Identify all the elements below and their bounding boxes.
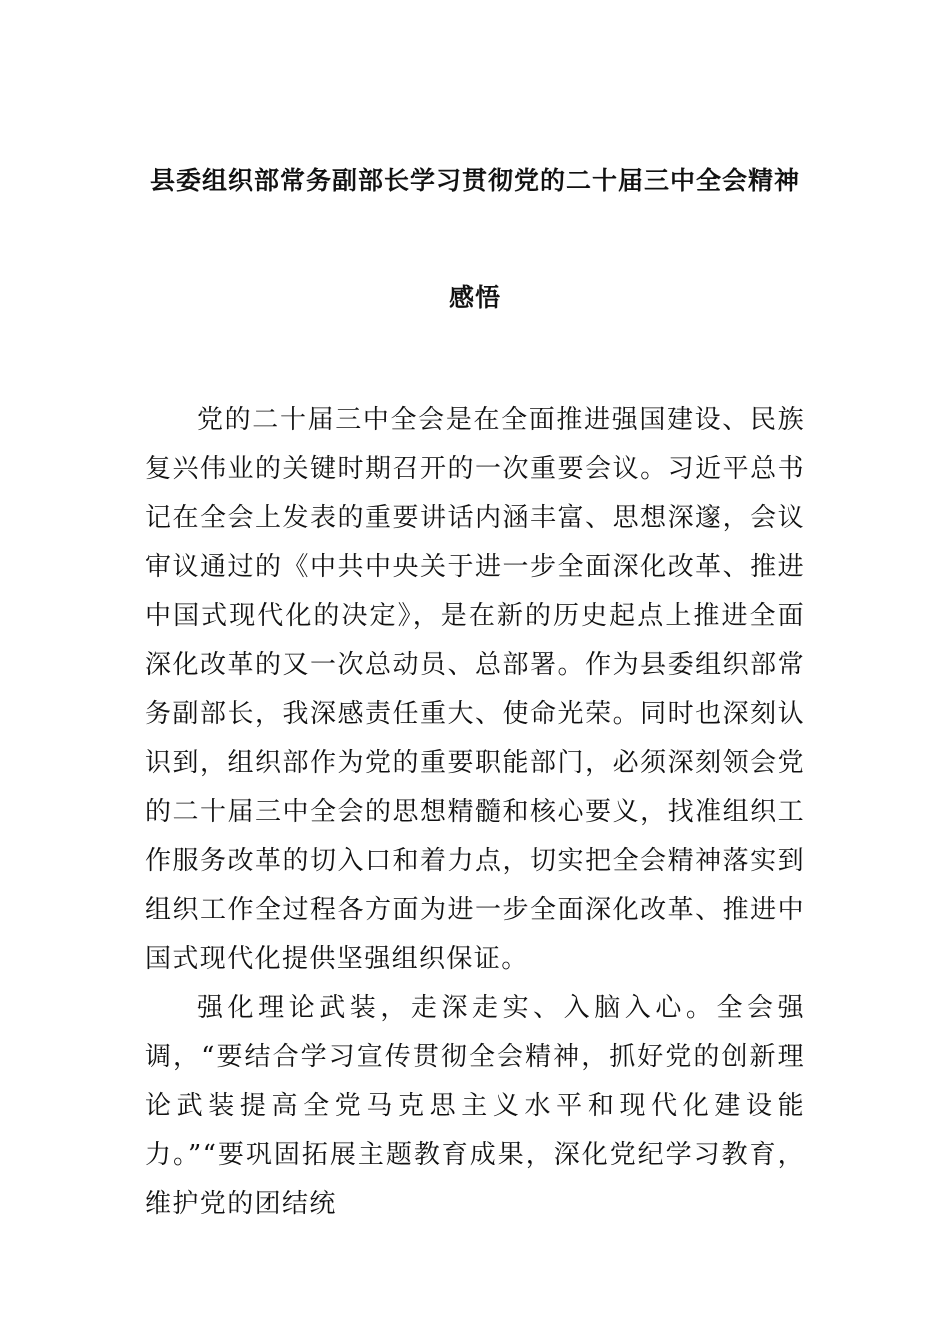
paragraph-theory: 强化理论武装，走深走实、入脑入心。全会强调，“要结合学习宣传贯彻全会精神，抓好党的创新理论武装提高全党马克思主义水平和现代化建设能力。”“要巩固拓展主题教育成果，深化党纪学习教育，维护党的团结统 [145, 993, 805, 1219]
document-title-continuation: 感悟 [448, 283, 501, 312]
paragraph-intro: 党的二十届三中全会是在全面推进强国建设、民族复兴伟业的关键时期召开的一次重要会议。习近平总书记在全会上发表的重要讲话内涵丰富、思想深邃，会议审议通过的《中共中央关于进一步全面深化改革、推进中国式现代化的决定》，是在新的历史起点上推进全面深化改革的又一次总动员、总部署。作为县委组织部常务副部长，我深感责任重大、使命光荣。同时也深刻认识到，组织部作为党的重要职能部门，必须深刻领会党的二十届三中全会的思想精髓和核心要义，找准组织工作服务改革的切入口和着力点，切实把全会精神落实到组织工作全过程各方面为进一步全面深化改革、推进中国式现代化提供坚强组织保证。 [145, 405, 805, 974]
document-title: 县委组织部常务副部长学习贯彻党的二十届三中全会精神 [149, 166, 800, 195]
document-body [145, 396, 805, 1229]
